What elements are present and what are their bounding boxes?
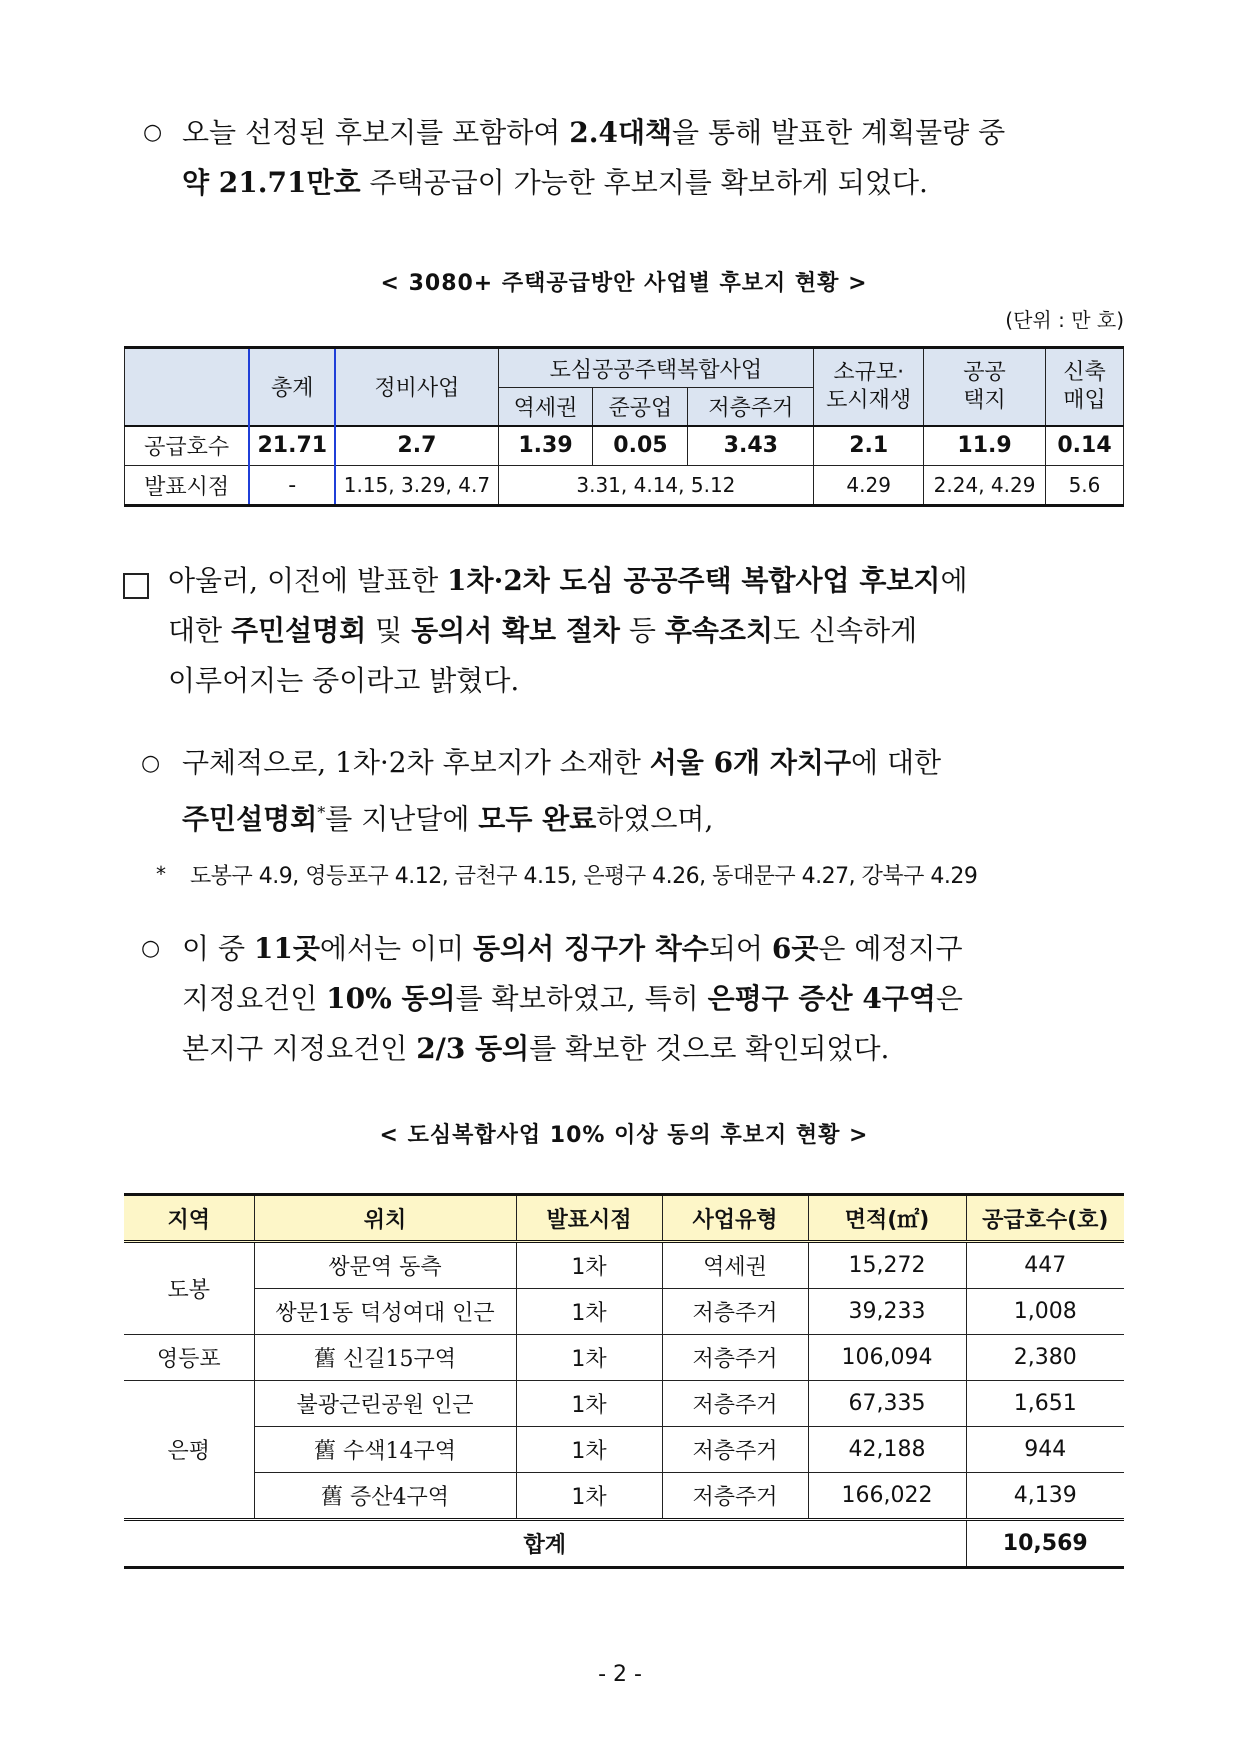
units-cell: 4,139 xyxy=(966,1473,1124,1520)
region-cell: 도봉 xyxy=(124,1242,254,1335)
table2-caption: < 도심복합사업 10% 이상 동의 후보지 현황 > xyxy=(379,1123,869,1148)
announce-maintenance: 1.15, 3.29, 4.7 xyxy=(335,466,498,506)
supply-low-rise: 3.43 xyxy=(688,426,814,466)
area-cell: 42,188 xyxy=(808,1427,966,1473)
circle-bullet-icon: ○ xyxy=(141,751,161,776)
supply-station: 1.39 xyxy=(498,426,593,466)
header-semi-industrial: 준공업 xyxy=(593,388,688,426)
area-cell: 166,022 xyxy=(808,1473,966,1520)
location-cell: 쌍문역 동측 xyxy=(254,1242,516,1289)
type-cell: 저층주거 xyxy=(662,1381,808,1427)
header-urban-group: 도심공공주택복합사업 xyxy=(498,348,814,388)
area-cell: 106,094 xyxy=(808,1335,966,1381)
area-cell: 67,335 xyxy=(808,1381,966,1427)
location-cell: 쌍문1동 덕성여대 인근 xyxy=(254,1289,516,1335)
announce-cell: 1차 xyxy=(516,1427,662,1473)
header-station: 역세권 xyxy=(498,388,593,426)
announce-total: - xyxy=(249,466,335,506)
header-new: 신축 매입 xyxy=(1045,348,1123,426)
supply-maintenance: 2.7 xyxy=(335,426,498,466)
supply-new: 0.14 xyxy=(1045,426,1123,466)
table-row xyxy=(124,1289,1124,1335)
supply-total: 21.71 xyxy=(249,426,335,466)
supply-table xyxy=(124,346,1124,507)
table-row xyxy=(124,1427,1124,1473)
supply-row-label: 공급호수 xyxy=(125,426,250,466)
announce-new: 5.6 xyxy=(1045,466,1123,506)
supply-small-scale: 2.1 xyxy=(814,426,924,466)
paragraph-2: 아울러, 이전에 발표한 1차·2차 도심 공공주택 복합사업 후보지에 대한 주민설명회 및 동의서 확보 절차 등 후속조치도 신속하게 이루어지는 중이라고 밝혔다. xyxy=(168,564,968,697)
region-cell: 영등포 xyxy=(124,1335,254,1381)
area-cell: 39,233 xyxy=(808,1289,966,1335)
table-row xyxy=(124,1335,1124,1381)
announce-small-scale: 4.29 xyxy=(814,466,924,506)
col-header-location: 위치 xyxy=(254,1195,516,1242)
total-value: 10,569 xyxy=(966,1520,1124,1568)
col-header-type: 사업유형 xyxy=(662,1195,808,1242)
units-cell: 1,651 xyxy=(966,1381,1124,1427)
location-cell: 불광근린공원 인근 xyxy=(254,1381,516,1427)
square-bullet-icon xyxy=(123,573,149,599)
announce-row-label: 발표시점 xyxy=(125,466,250,506)
announce-cell: 1차 xyxy=(516,1242,662,1289)
type-cell: 저층주거 xyxy=(662,1289,808,1335)
circle-bullet-icon: ○ xyxy=(141,936,161,961)
announce-public: 2.24, 4.29 xyxy=(924,466,1046,506)
supply-public: 11.9 xyxy=(924,426,1046,466)
paragraph-4: 이 중 11곳에서는 이미 동의서 징구가 착수되어 6곳은 예정지구 지정요건인 10% 동의를 확보하였고, 특히 은평구 증산 4구역은 본지구 지정요건인 2/3 동의를 확보한 것으로 확인되었다. xyxy=(182,932,963,1065)
col-header-area: 면적(㎡) xyxy=(808,1195,966,1242)
announce-cell: 1차 xyxy=(516,1473,662,1520)
region-cell: 은평 xyxy=(124,1381,254,1520)
supply-semi-industrial: 0.05 xyxy=(593,426,688,466)
col-header-units: 공급호수(호) xyxy=(966,1195,1124,1242)
header-maintenance: 정비사업 xyxy=(335,348,498,426)
paragraph-1: 오늘 선정된 후보지를 포함하여 2.4대책을 통해 발표한 계획물량 중 약 21.71만호 주택공급이 가능한 후보지를 확보하게 되었다. xyxy=(182,116,1006,199)
paragraph-3: 구체적으로, 1차·2차 후보지가 소재한 서울 6개 자치구에 대한 주민설명회*를 지난달에 모두 완료하였으며, xyxy=(182,746,942,836)
header-blank xyxy=(125,348,250,426)
table-row xyxy=(124,1473,1124,1520)
page-number: - 2 - xyxy=(598,1662,642,1687)
announce-cell: 1차 xyxy=(516,1289,662,1335)
type-cell: 저층주거 xyxy=(662,1473,808,1520)
location-cell: 舊 수색14구역 xyxy=(254,1427,516,1473)
type-cell: 역세권 xyxy=(662,1242,808,1289)
table-row xyxy=(124,1381,1124,1427)
footnote-text: 도봉구 4.9, 영등포구 4.12, 금천구 4.15, 은평구 4.26, 동대문구 4.27, 강북구 4.29 xyxy=(190,864,978,889)
units-cell: 2,380 xyxy=(966,1335,1124,1381)
type-cell: 저층주거 xyxy=(662,1427,808,1473)
col-header-announce: 발표시점 xyxy=(516,1195,662,1242)
units-cell: 944 xyxy=(966,1427,1124,1473)
units-cell: 447 xyxy=(966,1242,1124,1289)
area-cell: 15,272 xyxy=(808,1242,966,1289)
table1-caption: < 3080+ 주택공급방안 사업별 후보지 현황 > xyxy=(380,271,868,296)
total-row xyxy=(124,1520,1124,1568)
col-header-region: 지역 xyxy=(124,1195,254,1242)
announce-cell: 1차 xyxy=(516,1381,662,1427)
units-cell: 1,008 xyxy=(966,1289,1124,1335)
table1-unit: (단위 : 만 호) xyxy=(1005,308,1124,332)
circle-bullet-icon: ○ xyxy=(143,120,163,145)
location-cell: 舊 신길15구역 xyxy=(254,1335,516,1381)
footnote-mark: * xyxy=(156,862,166,886)
header-low-rise: 저층주거 xyxy=(688,388,814,426)
header-total: 총계 xyxy=(249,348,335,426)
consent-table xyxy=(124,1193,1124,1569)
announce-cell: 1차 xyxy=(516,1335,662,1381)
header-public: 공공 택지 xyxy=(924,348,1046,426)
announce-urban: 3.31, 4.14, 5.12 xyxy=(498,466,814,506)
total-label: 합계 xyxy=(124,1520,966,1568)
header-small-scale: 소규모· 도시재생 xyxy=(814,348,924,426)
location-cell: 舊 증산4구역 xyxy=(254,1473,516,1520)
table-row xyxy=(124,1242,1124,1289)
type-cell: 저층주거 xyxy=(662,1335,808,1381)
